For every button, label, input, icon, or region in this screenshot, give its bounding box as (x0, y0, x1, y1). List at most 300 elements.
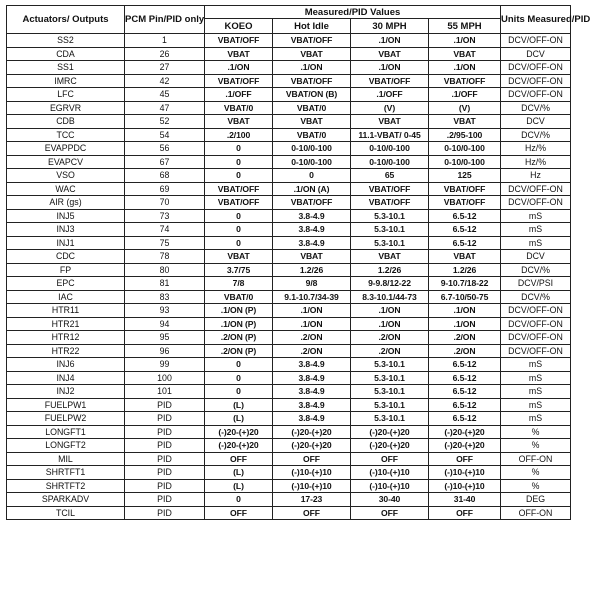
mph55-cell: .2/ON (429, 331, 501, 345)
pin-cell: 56 (125, 142, 205, 156)
koeo-cell: .1/OFF (205, 88, 273, 102)
mph30-cell: OFF (351, 506, 429, 520)
mph55-cell: 0-10/0-100 (429, 155, 501, 169)
units-cell: DCV (501, 115, 571, 129)
mph30-cell: 5.3-10.1 (351, 358, 429, 372)
units-cell: Hz (501, 169, 571, 183)
mph55-cell: 6.5-12 (429, 236, 501, 250)
mph30-cell: VBAT (351, 115, 429, 129)
mph55-cell: VBAT/OFF (429, 74, 501, 88)
mph55-cell: VBAT (429, 250, 501, 264)
koeo-cell: 0 (205, 169, 273, 183)
table-row (7, 506, 571, 520)
hot-idle-cell: 3.8-4.9 (273, 223, 351, 237)
header-koeo: KOEO (205, 19, 273, 34)
hot-idle-cell: (-)20-(+)20 (273, 425, 351, 439)
koeo-cell: VBAT/OFF (205, 34, 273, 48)
actuator-cell: FUELPW1 (7, 398, 125, 412)
actuator-cell: FUELPW2 (7, 412, 125, 426)
pin-cell: 83 (125, 290, 205, 304)
header-pcm-pin: PCM Pin/PID only (125, 6, 205, 34)
mph30-cell: 9-9.8/12-22 (351, 277, 429, 291)
actuator-cell: EPC (7, 277, 125, 291)
koeo-cell: (-)20-(+)20 (205, 439, 273, 453)
actuator-cell: CDA (7, 47, 125, 61)
mph30-cell: .1/ON (351, 317, 429, 331)
actuator-cell: HTR21 (7, 317, 125, 331)
mph30-cell: .1/ON (351, 304, 429, 318)
table-row (7, 290, 571, 304)
units-cell: mS (501, 236, 571, 250)
units-cell: mS (501, 412, 571, 426)
actuator-cell: LONGFT2 (7, 439, 125, 453)
units-cell: % (501, 479, 571, 493)
actuator-cell: LONGFT1 (7, 425, 125, 439)
units-cell: mS (501, 371, 571, 385)
koeo-cell: 0 (205, 358, 273, 372)
mph30-cell: (V) (351, 101, 429, 115)
mph55-cell: VBAT (429, 47, 501, 61)
koeo-cell: 0 (205, 155, 273, 169)
table-header (7, 6, 590, 34)
mph30-cell: (-)10-(+)10 (351, 479, 429, 493)
actuator-cell: INJ6 (7, 358, 125, 372)
table-row (7, 371, 571, 385)
table-row (7, 169, 571, 183)
mph55-cell: 125 (429, 169, 501, 183)
mph55-cell: 6.5-12 (429, 358, 501, 372)
hot-idle-cell: 3.8-4.9 (273, 236, 351, 250)
koeo-cell: VBAT (205, 47, 273, 61)
koeo-cell: VBAT (205, 115, 273, 129)
mph55-cell: 0-10/0-100 (429, 142, 501, 156)
hot-idle-cell: 17-23 (273, 493, 351, 507)
koeo-cell: 0 (205, 142, 273, 156)
units-cell: Hz/% (501, 155, 571, 169)
actuator-cell: SHRTFT1 (7, 466, 125, 480)
mph30-cell: 65 (351, 169, 429, 183)
actuator-cell: EVAPCV (7, 155, 125, 169)
actuator-cell: EGRVR (7, 101, 125, 115)
table-row (7, 47, 571, 61)
pin-cell: 99 (125, 358, 205, 372)
hot-idle-cell: 3.8-4.9 (273, 358, 351, 372)
units-cell: DCV/OFF-ON (501, 34, 571, 48)
koeo-cell: (L) (205, 412, 273, 426)
mph30-cell: 30-40 (351, 493, 429, 507)
units-cell: DEG (501, 493, 571, 507)
mph30-cell: .2/ON (351, 344, 429, 358)
actuator-cell: INJ4 (7, 371, 125, 385)
table-row (7, 385, 571, 399)
table-row (7, 128, 571, 142)
mph30-cell: (-)10-(+)10 (351, 466, 429, 480)
mph30-cell: (-)20-(+)20 (351, 439, 429, 453)
pin-cell: 75 (125, 236, 205, 250)
table-row (7, 439, 571, 453)
header-30mph: 30 MPH (351, 19, 429, 34)
mph30-cell: .1/ON (351, 61, 429, 75)
hot-idle-cell: VBAT/OFF (273, 74, 351, 88)
mph55-cell: 31-40 (429, 493, 501, 507)
pin-cell: 42 (125, 74, 205, 88)
table-row (7, 398, 571, 412)
table-row (7, 358, 571, 372)
hot-idle-cell: .1/ON (273, 61, 351, 75)
koeo-cell: 0 (205, 385, 273, 399)
pin-cell: 101 (125, 385, 205, 399)
units-cell: mS (501, 358, 571, 372)
table-row (7, 182, 571, 196)
mph55-cell: .2/95-100 (429, 128, 501, 142)
koeo-cell: 0 (205, 493, 273, 507)
hot-idle-cell: (-)20-(+)20 (273, 439, 351, 453)
table-row (7, 101, 571, 115)
hot-idle-cell: OFF (273, 452, 351, 466)
table-row (7, 223, 571, 237)
koeo-cell: VBAT/OFF (205, 182, 273, 196)
hot-idle-cell: VBAT/0 (273, 101, 351, 115)
mph55-cell: .1/ON (429, 34, 501, 48)
pin-cell: 94 (125, 317, 205, 331)
mph30-cell: OFF (351, 452, 429, 466)
units-cell: mS (501, 398, 571, 412)
mph30-cell: 5.3-10.1 (351, 371, 429, 385)
table-row (7, 155, 571, 169)
actuator-cell: HTR22 (7, 344, 125, 358)
mph30-cell: .1/OFF (351, 88, 429, 102)
pin-cell: PID (125, 425, 205, 439)
hot-idle-cell: VBAT/ON (B) (273, 88, 351, 102)
mph55-cell: VBAT/OFF (429, 196, 501, 210)
hot-idle-cell: .1/ON (273, 317, 351, 331)
mph55-cell: .2/ON (429, 344, 501, 358)
table-row (7, 331, 571, 345)
actuator-cell: VSO (7, 169, 125, 183)
units-cell: DCV/OFF-ON (501, 74, 571, 88)
hot-idle-cell: (-)10-(+)10 (273, 466, 351, 480)
pin-cell: 78 (125, 250, 205, 264)
mph30-cell: 5.3-10.1 (351, 236, 429, 250)
actuator-cell: TCC (7, 128, 125, 142)
actuator-cell: IAC (7, 290, 125, 304)
units-cell: mS (501, 209, 571, 223)
pin-cell: 93 (125, 304, 205, 318)
pin-cell: 74 (125, 223, 205, 237)
hot-idle-cell: 0 (273, 169, 351, 183)
mph55-cell: VBAT/OFF (429, 182, 501, 196)
koeo-cell: (L) (205, 479, 273, 493)
koeo-cell: OFF (205, 506, 273, 520)
mph55-cell: 6.5-12 (429, 209, 501, 223)
hot-idle-cell: (-)10-(+)10 (273, 479, 351, 493)
header-55mph: 55 MPH (429, 19, 501, 34)
mph55-cell: (-)10-(+)10 (429, 479, 501, 493)
header-measured-group: Measured/PID Values (205, 6, 501, 19)
mph30-cell: VBAT/OFF (351, 182, 429, 196)
hot-idle-cell: 0-10/0-100 (273, 155, 351, 169)
koeo-cell: .1/ON (P) (205, 304, 273, 318)
units-cell: DCV/% (501, 128, 571, 142)
actuator-cell: IMRC (7, 74, 125, 88)
koeo-cell: 3.7/75 (205, 263, 273, 277)
table-row (7, 466, 571, 480)
koeo-cell: .2/ON (P) (205, 331, 273, 345)
mph55-cell: 6.5-12 (429, 412, 501, 426)
actuator-cell: INJ3 (7, 223, 125, 237)
table-row (7, 196, 571, 210)
mph30-cell: 8.3-10.1/44-73 (351, 290, 429, 304)
pin-cell: 67 (125, 155, 205, 169)
units-cell: DCV/OFF-ON (501, 317, 571, 331)
mph30-cell: 0-10/0-100 (351, 155, 429, 169)
units-cell: DCV/% (501, 101, 571, 115)
pin-cell: 70 (125, 196, 205, 210)
pin-cell: 45 (125, 88, 205, 102)
table-row (7, 479, 571, 493)
koeo-cell: 0 (205, 209, 273, 223)
units-cell: DCV/OFF-ON (501, 304, 571, 318)
table-row (7, 304, 571, 318)
hot-idle-cell: 3.8-4.9 (273, 371, 351, 385)
pin-cell: 81 (125, 277, 205, 291)
koeo-cell: 0 (205, 371, 273, 385)
hot-idle-cell: 3.8-4.9 (273, 412, 351, 426)
table-row (7, 88, 571, 102)
table-row (7, 142, 571, 156)
mph30-cell: VBAT/OFF (351, 74, 429, 88)
hot-idle-cell: 1.2/26 (273, 263, 351, 277)
units-cell: DCV (501, 250, 571, 264)
mph30-cell: 5.3-10.1 (351, 385, 429, 399)
pin-cell: PID (125, 479, 205, 493)
koeo-cell: .2/100 (205, 128, 273, 142)
header-hot-idle: Hot Idle (273, 19, 351, 34)
mph30-cell: VBAT/OFF (351, 196, 429, 210)
pin-cell: 73 (125, 209, 205, 223)
pin-cell: PID (125, 506, 205, 520)
table-row (7, 74, 571, 88)
actuator-cell: EVAPPDC (7, 142, 125, 156)
koeo-cell: (L) (205, 466, 273, 480)
actuator-cell: FP (7, 263, 125, 277)
units-cell: % (501, 425, 571, 439)
pin-cell: 27 (125, 61, 205, 75)
hot-idle-cell: .1/ON (A) (273, 182, 351, 196)
units-cell: DCV/OFF-ON (501, 88, 571, 102)
mph55-cell: .1/ON (429, 317, 501, 331)
table-row (7, 263, 571, 277)
pin-cell: 47 (125, 101, 205, 115)
koeo-cell: (-)20-(+)20 (205, 425, 273, 439)
mph55-cell: (V) (429, 101, 501, 115)
mph30-cell: .2/ON (351, 331, 429, 345)
header-units: Units Measured/PID (501, 6, 571, 34)
mph55-cell: 6.5-12 (429, 223, 501, 237)
header-actuators: Actuators/ Outputs (7, 6, 125, 34)
units-cell: Hz/% (501, 142, 571, 156)
mph30-cell: .1/ON (351, 34, 429, 48)
actuator-cell: HTR11 (7, 304, 125, 318)
mph30-cell: (-)20-(+)20 (351, 425, 429, 439)
hot-idle-cell: VBAT (273, 47, 351, 61)
mph55-cell: 6.5-12 (429, 398, 501, 412)
mph30-cell: 0-10/0-100 (351, 142, 429, 156)
units-cell: OFF-ON (501, 506, 571, 520)
table-row (7, 236, 571, 250)
pin-cell: 96 (125, 344, 205, 358)
koeo-cell: .1/ON (205, 61, 273, 75)
mph30-cell: VBAT (351, 250, 429, 264)
units-cell: DCV/OFF-ON (501, 344, 571, 358)
pid-values-table-container (6, 5, 590, 520)
mph55-cell: OFF (429, 506, 501, 520)
actuator-cell: HTR12 (7, 331, 125, 345)
table-row (7, 115, 571, 129)
pin-cell: 26 (125, 47, 205, 61)
mph55-cell: 6.5-12 (429, 371, 501, 385)
mph30-cell: 11.1-VBAT/ 0-45 (351, 128, 429, 142)
pin-cell: PID (125, 398, 205, 412)
hot-idle-cell: VBAT (273, 250, 351, 264)
actuator-cell: INJ2 (7, 385, 125, 399)
hot-idle-cell: 3.8-4.9 (273, 209, 351, 223)
mph55-cell: (-)10-(+)10 (429, 466, 501, 480)
hot-idle-cell: OFF (273, 506, 351, 520)
actuator-cell: LFC (7, 88, 125, 102)
actuator-cell: INJ5 (7, 209, 125, 223)
units-cell: DCV/OFF-ON (501, 61, 571, 75)
table-row (7, 412, 571, 426)
table-row (7, 317, 571, 331)
table-row (7, 344, 571, 358)
units-cell: DCV (501, 47, 571, 61)
koeo-cell: .2/ON (P) (205, 344, 273, 358)
units-cell: DCV/OFF-ON (501, 182, 571, 196)
table-row (7, 250, 571, 264)
units-cell: % (501, 439, 571, 453)
actuator-cell: CDC (7, 250, 125, 264)
mph30-cell: 5.3-10.1 (351, 209, 429, 223)
units-cell: DCV/% (501, 290, 571, 304)
units-cell: DCV/PSI (501, 277, 571, 291)
units-cell: mS (501, 223, 571, 237)
pin-cell: PID (125, 493, 205, 507)
units-cell: DCV/% (501, 263, 571, 277)
actuator-cell: SS2 (7, 34, 125, 48)
units-cell: OFF-ON (501, 452, 571, 466)
koeo-cell: VBAT/0 (205, 101, 273, 115)
units-cell: % (501, 466, 571, 480)
hot-idle-cell: .1/ON (273, 304, 351, 318)
pin-cell: 100 (125, 371, 205, 385)
actuator-cell: SHRTFT2 (7, 479, 125, 493)
hot-idle-cell: 9.1-10.7/34-39 (273, 290, 351, 304)
pin-cell: 54 (125, 128, 205, 142)
actuator-cell: SPARKADV (7, 493, 125, 507)
hot-idle-cell: 0-10/0-100 (273, 142, 351, 156)
units-cell: DCV/OFF-ON (501, 331, 571, 345)
units-cell: DCV/OFF-ON (501, 196, 571, 210)
actuator-cell: MIL (7, 452, 125, 466)
table-row (7, 34, 571, 48)
pin-cell: PID (125, 466, 205, 480)
koeo-cell: VBAT/OFF (205, 196, 273, 210)
mph55-cell: .1/ON (429, 304, 501, 318)
hot-idle-cell: .2/ON (273, 344, 351, 358)
mph55-cell: 6.7-10/50-75 (429, 290, 501, 304)
koeo-cell: VBAT/0 (205, 290, 273, 304)
actuator-cell: CDB (7, 115, 125, 129)
actuator-cell: SS1 (7, 61, 125, 75)
table-row (7, 61, 571, 75)
koeo-cell: 0 (205, 236, 273, 250)
mph55-cell: VBAT (429, 115, 501, 129)
pin-cell: 69 (125, 182, 205, 196)
pin-cell: PID (125, 439, 205, 453)
table-row (7, 493, 571, 507)
pid-values-table (6, 5, 590, 520)
hot-idle-cell: 3.8-4.9 (273, 398, 351, 412)
actuator-cell: WAC (7, 182, 125, 196)
pin-cell: 80 (125, 263, 205, 277)
pin-cell: 95 (125, 331, 205, 345)
actuator-cell: INJ1 (7, 236, 125, 250)
hot-idle-cell: VBAT/OFF (273, 34, 351, 48)
mph30-cell: 5.3-10.1 (351, 398, 429, 412)
pin-cell: 1 (125, 34, 205, 48)
mph55-cell: .1/ON (429, 61, 501, 75)
table-row (7, 425, 571, 439)
hot-idle-cell: 3.8-4.9 (273, 385, 351, 399)
koeo-cell: .1/ON (P) (205, 317, 273, 331)
mph55-cell: 9-10.7/18-22 (429, 277, 501, 291)
table-row (7, 209, 571, 223)
mph55-cell: 6.5-12 (429, 385, 501, 399)
actuator-cell: AIR (gs) (7, 196, 125, 210)
koeo-cell: VBAT (205, 250, 273, 264)
koeo-cell: 7/8 (205, 277, 273, 291)
mph55-cell: 1.2/26 (429, 263, 501, 277)
actuator-cell: TCIL (7, 506, 125, 520)
mph30-cell: 5.3-10.1 (351, 412, 429, 426)
table-body (7, 34, 571, 520)
table-row (7, 277, 571, 291)
mph55-cell: .1/OFF (429, 88, 501, 102)
mph55-cell: (-)20-(+)20 (429, 439, 501, 453)
koeo-cell: VBAT/OFF (205, 74, 273, 88)
hot-idle-cell: .2/ON (273, 331, 351, 345)
hot-idle-cell: 9/8 (273, 277, 351, 291)
mph30-cell: 1.2/26 (351, 263, 429, 277)
koeo-cell: OFF (205, 452, 273, 466)
mph55-cell: (-)20-(+)20 (429, 425, 501, 439)
koeo-cell: (L) (205, 398, 273, 412)
pin-cell: 68 (125, 169, 205, 183)
hot-idle-cell: VBAT/0 (273, 128, 351, 142)
units-cell: mS (501, 385, 571, 399)
mph30-cell: 5.3-10.1 (351, 223, 429, 237)
pin-cell: PID (125, 412, 205, 426)
hot-idle-cell: VBAT/OFF (273, 196, 351, 210)
table-row (7, 452, 571, 466)
koeo-cell: 0 (205, 223, 273, 237)
hot-idle-cell: VBAT (273, 115, 351, 129)
pin-cell: 52 (125, 115, 205, 129)
pin-cell: PID (125, 452, 205, 466)
mph55-cell: OFF (429, 452, 501, 466)
mph30-cell: VBAT (351, 47, 429, 61)
